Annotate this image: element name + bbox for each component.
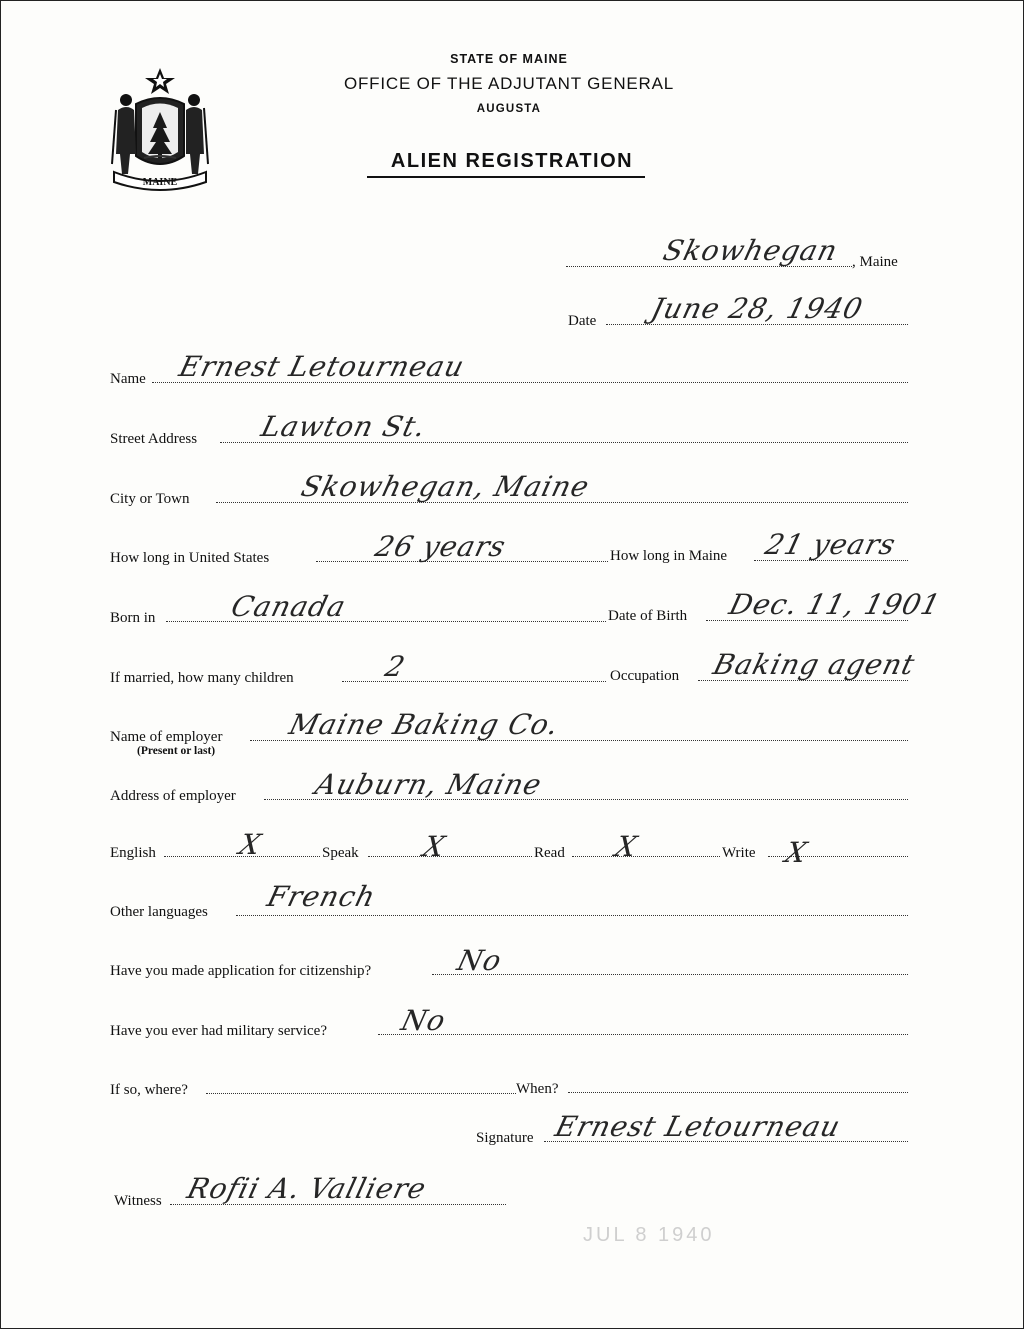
witness-value[interactable]: Rofii A. Valliere	[183, 1172, 430, 1205]
received-date-stamp: JUL 8 1940	[583, 1224, 715, 1246]
street-value[interactable]: Lawton St.	[257, 410, 430, 443]
speak-dotted-line	[368, 856, 532, 857]
where-dotted-line	[206, 1093, 516, 1094]
children-label: If married, how many children	[110, 670, 294, 686]
born-label: Born in	[110, 610, 156, 626]
other-languages-dotted-line	[236, 915, 908, 916]
english-label: English	[110, 845, 156, 861]
witness-label: Witness	[114, 1193, 162, 1209]
write-mark[interactable]: X	[781, 836, 812, 869]
speak-label: Speak	[322, 845, 359, 861]
when-dotted-line	[568, 1092, 908, 1093]
name-value[interactable]: Ernest Letourneau	[175, 350, 469, 383]
dob-label: Date of Birth	[608, 608, 688, 624]
signature-label: Signature	[476, 1130, 534, 1146]
maine-duration-value[interactable]: 21 years	[761, 528, 900, 561]
occupation-value[interactable]: Baking agent	[709, 648, 919, 681]
employer-address-label: Address of employer	[110, 788, 236, 804]
when-label: When?	[516, 1081, 559, 1097]
date-value[interactable]: June 28, 1940	[647, 292, 867, 325]
read-label: Read	[534, 845, 565, 861]
citizenship-label: Have you made application for citizenship?	[110, 963, 372, 979]
seal-banner-text: MAINE	[142, 177, 178, 188]
city-heading: AUGUSTA	[476, 103, 542, 115]
where-label: If so, where?	[110, 1082, 188, 1098]
employer-value[interactable]: Maine Baking Co.	[285, 708, 563, 741]
dob-value[interactable]: Dec. 11, 1901	[725, 588, 945, 621]
citizenship-dotted-line	[432, 974, 908, 975]
form-title: ALIEN REGISTRATION	[390, 150, 634, 172]
speak-mark[interactable]: X	[419, 830, 450, 863]
title-underline	[367, 176, 645, 178]
name-label: Name	[110, 371, 146, 387]
town-suffix-label: , Maine	[852, 254, 898, 270]
employer-label: Name of employer	[110, 729, 223, 745]
citizenship-value[interactable]: No	[453, 944, 506, 977]
children-value[interactable]: 2	[381, 650, 409, 683]
date-label: Date	[568, 313, 597, 329]
born-value[interactable]: Canada	[227, 590, 350, 623]
office-heading: OFFICE OF THE ADJUTANT GENERAL	[343, 74, 675, 93]
state-heading: STATE OF MAINE	[450, 52, 568, 66]
english-mark[interactable]: X	[235, 828, 266, 861]
us-duration-value[interactable]: 26 years	[371, 530, 510, 563]
employer-sublabel: (Present or last)	[137, 745, 216, 757]
signature-value[interactable]: Ernest Letourneau	[551, 1110, 845, 1143]
other-languages-label: Other languages	[110, 904, 208, 920]
city-label: City or Town	[110, 491, 190, 507]
us-duration-label: How long in United States	[110, 550, 270, 566]
read-dotted-line	[572, 856, 720, 857]
write-label: Write	[722, 845, 756, 861]
occupation-label: Occupation	[610, 668, 680, 684]
military-dotted-line	[378, 1034, 908, 1035]
other-languages-value[interactable]: French	[263, 880, 380, 913]
military-label: Have you ever had military service?	[110, 1023, 327, 1039]
employer-address-value[interactable]: Auburn, Maine	[311, 768, 546, 801]
maine-duration-label: How long in Maine	[610, 548, 728, 564]
street-label: Street Address	[110, 431, 198, 447]
read-mark[interactable]: X	[611, 830, 642, 863]
military-value[interactable]: No	[397, 1004, 450, 1037]
city-value[interactable]: Skowhegan, Maine	[297, 470, 594, 503]
town-value[interactable]: Skowhegan	[659, 234, 842, 267]
